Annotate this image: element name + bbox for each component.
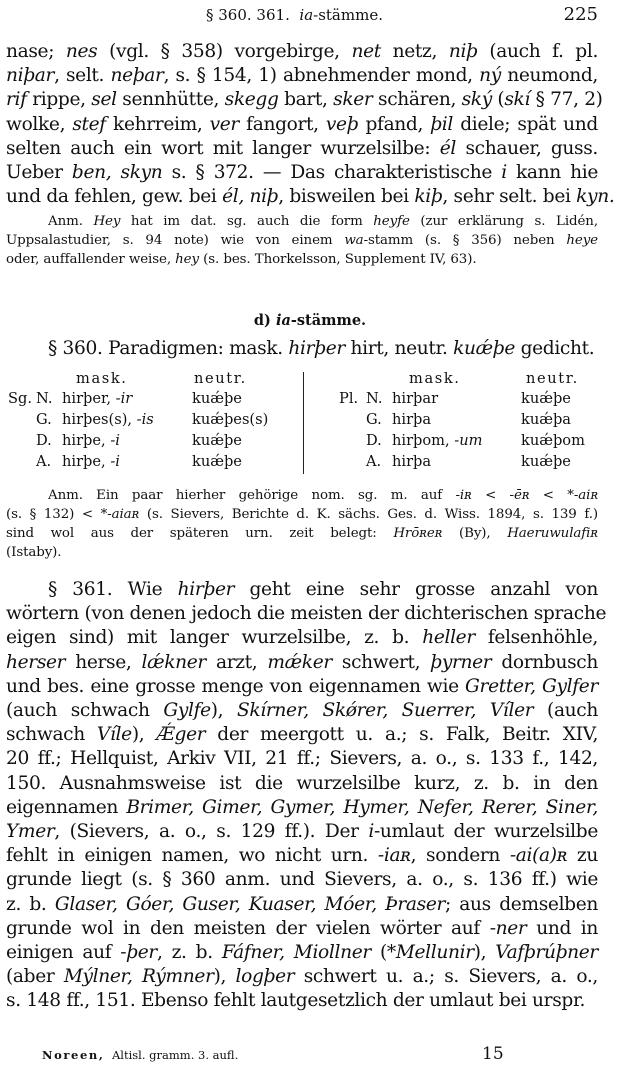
subheading-rest: -stämme. — [290, 312, 367, 329]
italic-term: -iʀ — [455, 488, 472, 503]
note-360-anm — [6, 486, 598, 562]
italic-term: Ymer — [6, 821, 55, 843]
text-run: Uppsalastudier, s. 94 note) wie von einem — [6, 233, 345, 248]
text-run: Anm. Ein paar hierher gehörige nom. sg. m. auf — [48, 488, 456, 503]
subheading-italic: ia — [275, 312, 291, 329]
text-line — [6, 524, 598, 543]
text-run: kehrreim, — [105, 113, 210, 135]
text-run: felsenhöhle, — [474, 627, 598, 649]
italic-term: nes — [65, 41, 98, 62]
italic-term: ný — [479, 65, 501, 87]
form-variant: -is — [136, 411, 154, 428]
text-run: der meergott u. a.; s. Falk, Beitr. XIV, — [205, 724, 599, 746]
singular-mask-form — [62, 432, 120, 449]
text-run: , (Sievers, a. o., s. 129 ff.). Der — [54, 821, 369, 843]
italic-term: veþ — [325, 113, 359, 135]
text-line — [6, 88, 603, 112]
sg-label: Sg. — [8, 390, 32, 407]
text-run: (auch — [533, 700, 598, 722]
form-text: hirþa — [392, 411, 432, 428]
text-run: sind wol aus der späteren urn. zeit belegt: — [6, 526, 394, 541]
text-run: ), — [213, 966, 236, 988]
text-line — [6, 965, 598, 989]
italic-term: Víle — [96, 724, 132, 746]
italic-term: wa — [344, 233, 364, 248]
italic-term: hey — [175, 252, 199, 267]
form-text: hirþom, — [392, 432, 455, 449]
text-run: grunde liegt (s. § 360 anm. und Sievers, a. o., s. 136 ff.) wie — [6, 869, 598, 891]
italic-term: lǽkner — [141, 651, 206, 673]
text-run: , selt. — [54, 65, 111, 87]
italic-term: skí — [504, 89, 531, 111]
italic-term: Vafþrúþner — [495, 942, 598, 964]
text-run: ), — [131, 724, 157, 746]
text-line — [6, 113, 598, 137]
singular-neutr-form: kuǽþe — [192, 432, 242, 449]
text-run: < * — [529, 488, 574, 503]
text-line — [6, 820, 598, 844]
form-variant: -um — [454, 432, 483, 449]
text-run: netz, — [380, 41, 449, 62]
text-run: , z. b. — [156, 942, 222, 964]
text-run: und in — [526, 917, 598, 939]
italic-term: -þer — [120, 942, 157, 964]
italic-term: Ǽger — [156, 724, 206, 746]
italic-term: neþar — [110, 65, 164, 87]
footer-author: Noreen, — [42, 1048, 105, 1062]
italic-term: kyn. — [576, 186, 615, 208]
singular-neutr-form: kuǽþes(s) — [192, 411, 269, 428]
form-variant: -i — [110, 432, 120, 449]
text-line — [6, 185, 615, 209]
text-run: s. 148 ff., 151. Ebenso fehlt lautgesetzlich der umlaut bei urspr. — [6, 990, 586, 1012]
running-head-italic: ia — [299, 6, 314, 24]
italic-term: herser — [6, 651, 66, 673]
text-run: wolke, — [6, 113, 73, 135]
text-run: (* — [370, 942, 396, 964]
form-text: hirþe, — [62, 432, 111, 449]
text-run: wörtern (von denen jedoch die meisten der dichterischen sprache — [6, 603, 607, 625]
italic-term: i — [501, 162, 507, 184]
signature-mark: 15 — [482, 1044, 504, 1064]
text-run: fangort, — [238, 113, 326, 135]
text-line — [6, 161, 598, 185]
singular-mask-form — [62, 453, 120, 470]
plural-case-label: D. — [366, 432, 382, 449]
text-run: rippe, — [26, 89, 92, 111]
form-text: hirþa — [392, 453, 432, 470]
text-run: bart, — [278, 89, 334, 111]
form-text: hirþer, — [62, 390, 116, 407]
text-line — [6, 250, 598, 269]
italic-term: kiþ — [414, 186, 443, 208]
text-run: ), — [210, 700, 237, 722]
italic-term: -ēʀ — [509, 488, 530, 503]
form-variant: -i — [110, 453, 120, 470]
italic-term: él — [439, 137, 456, 159]
plural-case-label: G. — [366, 411, 382, 428]
text-run: (By), — [442, 526, 508, 541]
text-run: dornbusch — [491, 651, 598, 673]
text-run: § 77, 2) — [530, 89, 603, 111]
text-line — [6, 651, 598, 675]
text-line — [6, 231, 598, 250]
italic-term: sel — [91, 89, 117, 111]
text-line — [6, 602, 607, 626]
text-run: ( — [491, 89, 505, 111]
text-run: z. b. — [6, 893, 55, 915]
text-run: schauer, guss. — [455, 137, 598, 159]
text-run: , sehr selt. bei — [442, 186, 577, 208]
text-run: (Istaby). — [6, 545, 62, 560]
text-run: oder, auffallender weise, — [6, 252, 176, 267]
italic-term: -ai(a)ʀ — [509, 845, 568, 867]
text-run: (auch f. pl. — [477, 41, 599, 62]
singular-mask-form — [62, 411, 154, 428]
pl-label: Pl. — [339, 390, 359, 407]
text-run: eigennamen — [6, 796, 127, 818]
text-line — [6, 64, 598, 88]
text-line — [6, 543, 598, 562]
text-run: (vgl. § 358) vorgebirge, — [97, 41, 352, 62]
italic-term: hirþer — [177, 579, 235, 600]
singular-case-label: D. — [36, 432, 52, 449]
form-text: hirþe, — [62, 453, 111, 470]
text-run: (auch schwach — [6, 700, 164, 722]
plural-mask-form — [392, 411, 431, 428]
italic-term: -ner — [489, 917, 527, 939]
text-line — [6, 137, 598, 161]
form-text: hirþar — [392, 390, 439, 407]
text-line — [6, 40, 598, 64]
paradigm-table — [0, 370, 620, 476]
form-variant: -ir — [115, 390, 133, 407]
text-run: gedicht. — [515, 338, 595, 359]
text-line — [6, 747, 598, 771]
text-line — [6, 893, 598, 917]
text-run: zu — [567, 845, 598, 867]
text-run: arzt, — [205, 651, 268, 673]
text-run: geht eine sehr grosse anzahl von — [234, 579, 598, 600]
text-line — [6, 675, 598, 699]
italic-term: heyfe — [373, 214, 410, 229]
plural-neutr-form: kuǽþe — [521, 453, 571, 470]
text-line — [6, 699, 598, 723]
italic-term: -iaʀ — [377, 845, 411, 867]
italic-term: logþer — [235, 966, 295, 988]
italic-term: Mellunir — [395, 942, 474, 964]
text-run: (s. § 132) < * — [6, 507, 108, 522]
text-line — [6, 772, 598, 796]
italic-term: net — [351, 41, 381, 62]
text-run: fehlt in einigen namen, wo nicht urn. — [6, 845, 378, 867]
plural-neutr-form: kuǽþom — [521, 432, 585, 449]
text-run: -stamm (s. § 356) neben — [363, 233, 567, 248]
singular-neutr-form: kuǽþe — [192, 390, 242, 407]
text-run: (zur erklärung s. Lidén, — [409, 214, 598, 229]
text-run: § 360. Paradigmen: mask. — [48, 338, 289, 359]
italic-term: niþar — [6, 65, 55, 87]
sg-header-mask: mask. — [76, 370, 128, 387]
form-text: hirþes(s), — [62, 411, 137, 428]
text-run: diele; spät und — [453, 113, 598, 135]
running-head — [0, 4, 620, 28]
italic-term: Brimer, Gimer, Gymer, Hymer, Nefer, Rerer, Siner, — [126, 796, 598, 818]
italic-term: hirþer — [288, 338, 345, 359]
page-footer — [0, 1044, 620, 1066]
italic-term: -aiʀ — [573, 488, 598, 503]
italic-term: Gretter, Gylfer — [465, 675, 598, 697]
plural-case-label: A. — [366, 453, 382, 470]
text-run: eigen sind) mit langer wurzelsilbe, z. b. — [6, 627, 423, 649]
text-line — [6, 212, 598, 231]
italic-term: heye — [566, 233, 598, 248]
page-number: 225 — [563, 4, 598, 25]
subheading-prefix: d) — [253, 312, 276, 329]
italic-term: rif — [6, 89, 27, 111]
pl-header-neutr: neutr. — [526, 370, 579, 387]
text-run: (s. Sievers, Berichte d. K. sächs. Ges. d. Wiss. 1894, s. 139 f.) — [139, 507, 598, 522]
italic-term: niþ — [448, 41, 478, 62]
text-run: (s. bes. Thorkelsson, Supplement IV, 63). — [198, 252, 477, 267]
text-run: und da fehlen, gew. bei — [6, 186, 223, 208]
text-run: Anm. — [48, 214, 94, 229]
text-run: , bisweilen bei — [278, 186, 415, 208]
italic-term: sker — [333, 89, 373, 111]
text-run: ), — [473, 942, 496, 964]
text-line — [6, 989, 598, 1013]
footer-book-title: Altisl. gramm. 3. aufl. — [112, 1048, 239, 1062]
italic-term: Gylfe — [163, 700, 211, 722]
text-run: 20 ff.; Hellquist, Arkiv VII, 21 ff.; Sievers, a. o., s. 133 f., 142, — [6, 748, 598, 770]
section-360-heading — [48, 338, 594, 359]
text-run: -umlaut der wurzelsilbe — [373, 821, 598, 843]
text-run: und bes. eine grosse menge von eigennamen wie — [6, 675, 466, 697]
text-line — [6, 505, 598, 524]
text-run: grunde wol in den meisten der vielen wörter auf — [6, 917, 490, 939]
running-head-title — [206, 6, 383, 24]
italic-term: mǽker — [267, 651, 332, 673]
singular-case-label: G. — [36, 411, 52, 428]
italic-term: þil — [430, 113, 453, 135]
italic-term: heller — [422, 627, 475, 649]
subheading-ia-stems — [0, 312, 620, 329]
plural-mask-form — [392, 453, 431, 470]
text-line — [6, 578, 598, 602]
note-359-anm — [6, 212, 598, 269]
text-run: kann hie — [506, 162, 598, 184]
plural-neutr-form: kuǽþe — [521, 390, 571, 407]
text-run: 150. Ausnahmsweise ist die wurzelsilbe kurz, z. b. in den — [6, 772, 598, 794]
text-run: selten auch ein wort mit langer wurzelsilbe: — [6, 137, 440, 159]
singular-case-label: A. — [36, 453, 52, 470]
italic-term: ver — [209, 113, 239, 135]
text-run: einigen auf — [6, 942, 121, 964]
italic-term: skegg — [224, 89, 279, 111]
text-run: < — [471, 488, 510, 503]
plural-case-label: N. — [366, 390, 383, 407]
plural-mask-form — [392, 432, 482, 449]
text-run: schwert, — [331, 651, 431, 673]
text-run: neumond, — [500, 65, 598, 87]
text-run: (aber — [6, 966, 64, 988]
text-run: schwach — [6, 724, 97, 746]
italic-term: Haeruwulafiʀ — [507, 526, 598, 541]
italic-term: Fáfner, Miollner — [221, 942, 371, 964]
text-run: s. § 372. — Das charakteristische — [162, 162, 502, 184]
text-run: , s. § 154, 1) abnehmender mond, — [163, 65, 480, 87]
paragraph-359-continuation — [6, 40, 615, 209]
section-361 — [6, 578, 607, 1014]
text-line — [6, 723, 598, 747]
text-line — [6, 486, 598, 505]
section-refs: § 360. 361. — [206, 6, 290, 24]
text-run: hirt, neutr. — [344, 338, 454, 359]
italic-term: Hey — [93, 214, 121, 229]
italic-term: ben, skyn — [71, 162, 163, 184]
italic-term: kuǽþe — [453, 338, 516, 359]
text-run: schwert u. a.; s. Sievers, a. o., — [294, 966, 598, 988]
text-run: nase; — [6, 41, 66, 62]
text-run: hat im dat. sg. auch die form — [120, 214, 374, 229]
pl-header-mask: mask. — [409, 370, 461, 387]
text-run: sennhütte, — [116, 89, 225, 111]
text-run: schären, — [372, 89, 462, 111]
text-line — [6, 868, 598, 892]
italic-term: þyrner — [430, 651, 492, 673]
sg-header-neutr: neutr. — [194, 370, 247, 387]
text-line — [6, 844, 598, 868]
text-line — [6, 917, 598, 941]
text-run: pfand, — [358, 113, 431, 135]
column-divider — [303, 372, 304, 474]
running-head-rest: -stämme. — [313, 6, 383, 24]
italic-term: él, niþ — [222, 186, 279, 208]
text-run: Ueber — [6, 162, 72, 184]
text-run: herse, — [65, 651, 142, 673]
italic-term: i — [368, 821, 374, 843]
italic-term: Skírner, Skǿrer, Suerrer, Víler — [236, 700, 534, 722]
text-line — [6, 796, 598, 820]
text-run: ; aus demselben — [445, 893, 598, 915]
italic-term: ský — [461, 89, 492, 111]
singular-neutr-form: kuǽþe — [192, 453, 242, 470]
singular-case-label: N. — [36, 390, 53, 407]
text-run: , sondern — [410, 845, 510, 867]
italic-term: Glaser, Góer, Guser, Kuaser, Móer, Þraser — [54, 893, 446, 915]
plural-neutr-form: kuǽþa — [521, 411, 572, 428]
italic-term: -aiaʀ — [107, 507, 140, 522]
text-run: § 361. Wie — [48, 579, 178, 600]
singular-mask-form — [62, 390, 132, 407]
plural-mask-form — [392, 390, 438, 407]
text-line — [6, 941, 598, 965]
italic-term: Mýlner, Rýmner — [63, 966, 214, 988]
italic-term: Hrōʀeʀ — [393, 526, 443, 541]
text-line — [6, 626, 598, 650]
italic-term: stef — [72, 113, 106, 135]
